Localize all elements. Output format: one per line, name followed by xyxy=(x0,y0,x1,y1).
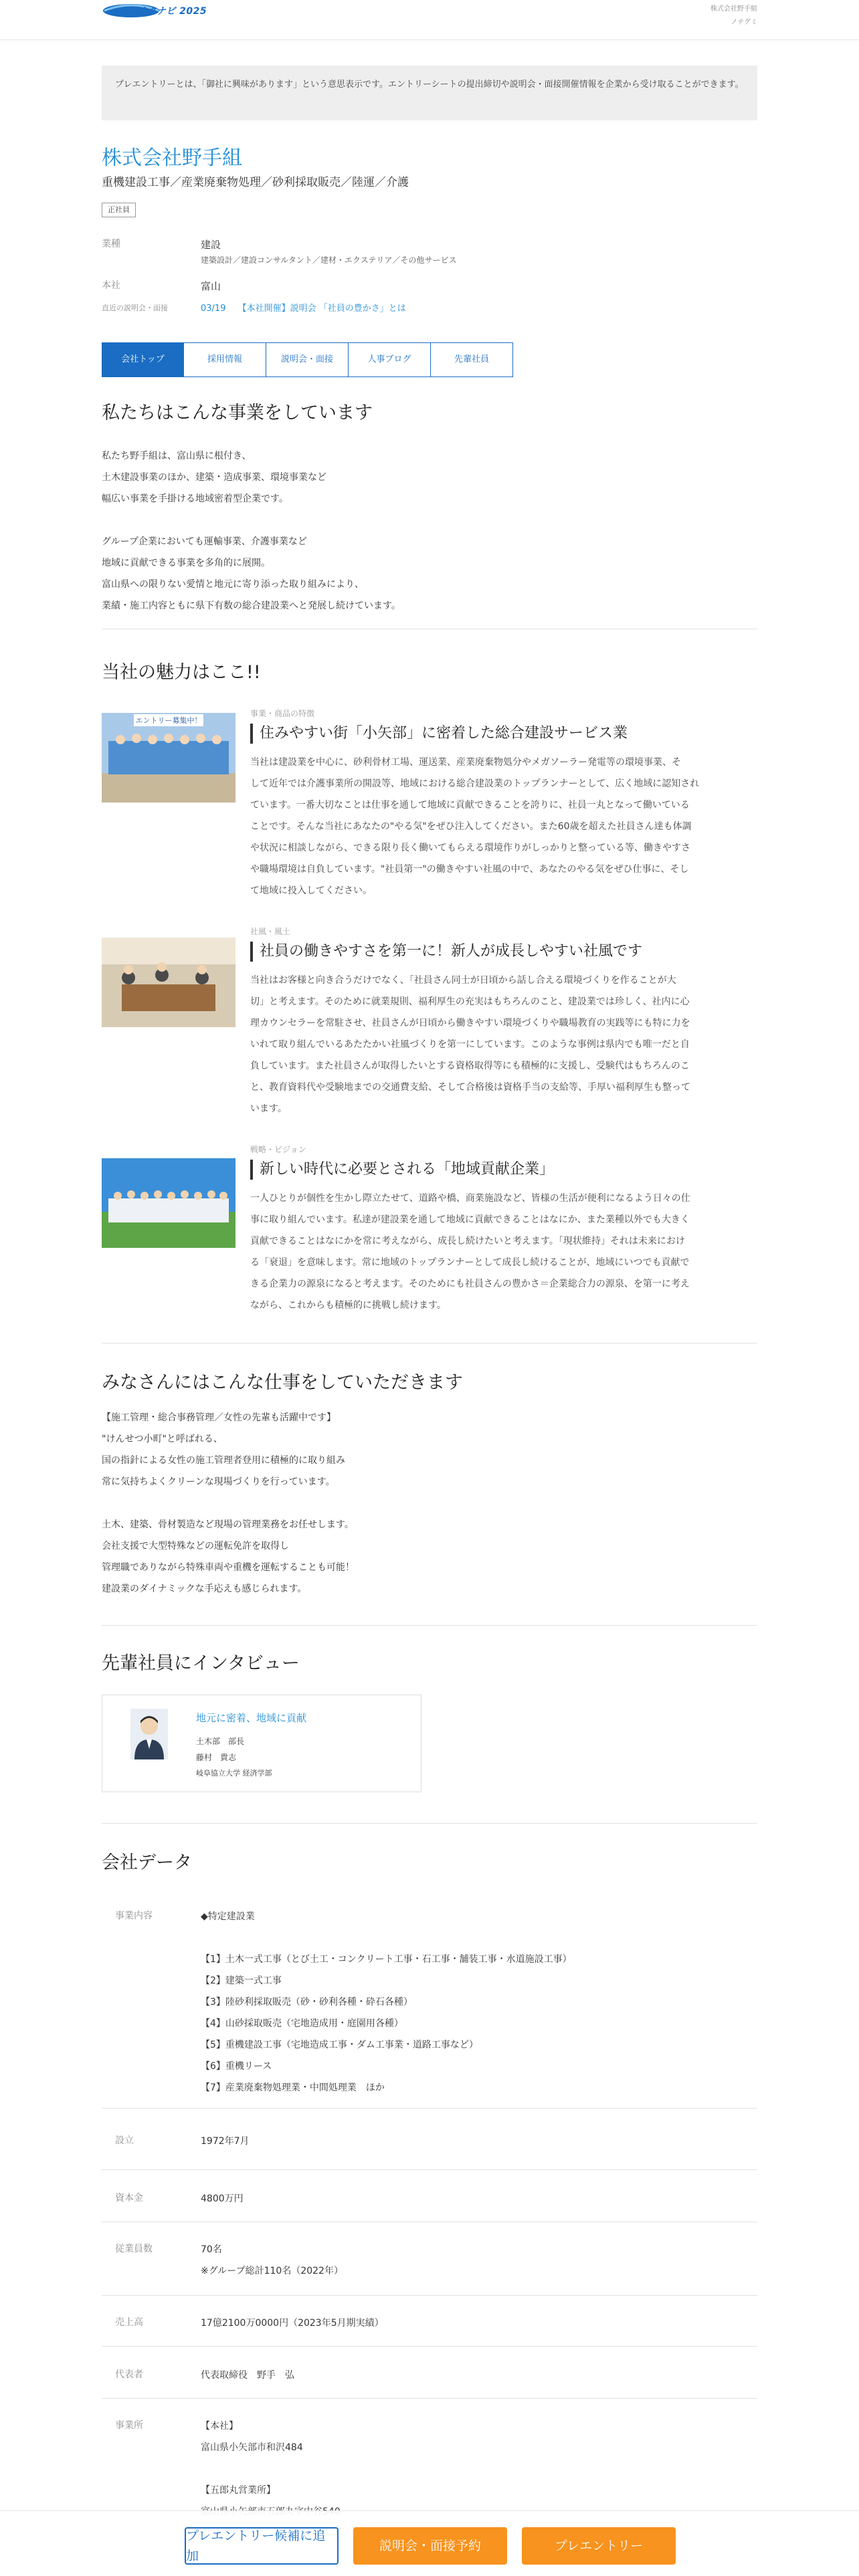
feature-line: います。 xyxy=(250,1103,287,1114)
feature-line: して近年では介護事業所の開設等、地域における総合建設業のトップランナーとして、広く地域に認知され xyxy=(250,778,700,789)
industry-value: 建設 xyxy=(201,239,221,251)
feature-line: 当社はお客様と向き合うだけでなく、「社員さん同士が日頃から話し合える環境づくりを作ることが大 xyxy=(250,975,676,986)
feature-body xyxy=(250,752,757,901)
row-divider xyxy=(102,2295,757,2296)
work-title: みなさんにはこんな仕事をしていただきます xyxy=(102,1372,463,1393)
event-label: 直近の説明会・面接 xyxy=(102,304,168,312)
photo-caption: エントリー募集中！ xyxy=(135,716,202,725)
row-divider xyxy=(102,2169,757,2170)
feature-line: る「衰退」を意味します。常に地域のトップランナーとして成長し続けることが、地域にいつでも貢献で xyxy=(250,1257,690,1268)
feature-line: 当社は建設業を中心に、砂利骨材工場、運送業、産業廃棄物処分やメガソーラー発電等の環境事業、そ xyxy=(250,757,681,768)
data-row-offices xyxy=(102,2418,757,2525)
data-line: 【6】重機リース xyxy=(201,2061,272,2072)
event-link[interactable] xyxy=(201,302,406,316)
work-line xyxy=(102,1493,757,1514)
feature-line: ことです。そんな当社にあなたの"やる気"をぜひ注入してください。また60歳を超えた社員さん達も体調 xyxy=(250,821,692,832)
business-line xyxy=(102,510,757,531)
seminar-booking-button[interactable]: 説明会・面接予約 xyxy=(353,2527,507,2565)
company-industries: 重機建設工事／産業廃棄物処理／砂利採取販売／陸運／介護 xyxy=(102,176,409,189)
data-row-capital xyxy=(102,2191,757,2218)
interview-name: 藤村 貴志 xyxy=(196,1753,237,1762)
employment-type-badge: 正社員 xyxy=(102,203,136,217)
team-outdoor-photo xyxy=(102,1158,235,1248)
tab-company-top[interactable]: 会社トップ xyxy=(102,342,184,377)
data-value xyxy=(201,1906,572,2099)
row-divider xyxy=(102,2108,757,2109)
data-line xyxy=(201,1927,572,1949)
hq-row xyxy=(102,278,757,298)
office-meeting-photo xyxy=(102,938,235,1027)
work-line: 管理職でありながら特殊車両や重機を運転することも可能！ xyxy=(102,1562,355,1573)
business-line: 幅広い事業を手掛ける地域密着型企業です。 xyxy=(102,494,288,504)
section-divider xyxy=(102,1823,757,1824)
data-label: 代表者 xyxy=(115,2369,143,2380)
data-row-employees xyxy=(102,2242,757,2288)
business-line: 地域に貢献できる事業を多角的に展開。 xyxy=(102,558,270,568)
pre-entry-notice: プレエントリーとは、「御社に興味があります」という意思表示です。エントリーシートの提出締切や説明会・面接開催情報を企業から受け取ることができます。 xyxy=(102,66,757,120)
company-data-title: 会社データ xyxy=(102,1852,192,1873)
interview-card[interactable] xyxy=(102,1695,421,1792)
event-row xyxy=(102,302,757,322)
badge-wrapper xyxy=(102,202,757,217)
row-divider xyxy=(102,2346,757,2347)
header-company-name: 株式会社野手組 xyxy=(710,5,757,13)
staff-group-photo xyxy=(102,713,235,802)
feature-line: 事に取り組んでいます。私達が建設業を通して地域に貢献できることはなにか、また業種以外でも大きく xyxy=(250,1214,690,1225)
feature-line: 負しています。また社員さんが取得したいとする資格取得等にも積極的に支援し、受験代はもちろんのこ xyxy=(250,1061,690,1071)
feature-line: 理カウンセラーを常駐させ、社員さんが日頃から働きやすい環境づくりや職場教育の実践等にも特に力を xyxy=(250,1018,690,1029)
hq-label: 本社 xyxy=(102,280,120,291)
data-line: 17億2100万0000円（2023年5月期実績） xyxy=(201,2318,384,2329)
feature-line: ながら、これからも積極的に挑戦し続けます。 xyxy=(250,1300,446,1311)
feature-line: て地域に投入してください。 xyxy=(250,885,372,896)
feature-title: 社員の働きやすさを第一に！新人が成長しやすい社風です xyxy=(250,942,642,962)
data-line: 4800万円 xyxy=(201,2193,244,2204)
data-line: 【2】建築一式工事 xyxy=(201,1975,282,1986)
business-line: 富山県への限りない愛情と地元に寄り添った取り組みにより、 xyxy=(102,579,364,590)
interview-card-title[interactable]: 地元に密着、地域に貢献 xyxy=(196,1712,307,1724)
business-line: 私たち野手組は、富山県に根付き、 xyxy=(102,451,252,461)
feature-line: 一人ひとりが個性を生かし際立たせて、道路や橋、商業施設など、皆様の生活が便利になるよう日々の仕 xyxy=(250,1193,690,1204)
row-divider xyxy=(102,2398,757,2399)
data-line: ※グループ総計110名（2022年） xyxy=(201,2266,343,2276)
tab-seminar[interactable]: 説明会・面接 xyxy=(266,342,349,377)
company-tabs xyxy=(102,342,757,377)
feature-item xyxy=(102,926,757,1126)
work-line: 【施工管理・総合事務管理／女性の先輩も活躍中です】 xyxy=(102,1412,336,1423)
action-bar xyxy=(0,2510,859,2576)
feature-category: 戦略・ビジョン xyxy=(250,1145,306,1154)
add-candidate-button[interactable]: プレエントリー候補に追加 xyxy=(185,2527,339,2565)
feature-line: きる企業力の源泉になると考えます。そのためにも社員さんの豊かさ＝企業総合力の源泉、を第一に考え xyxy=(250,1279,690,1289)
charm-title: 当社の魅力はここ!! xyxy=(102,662,261,683)
header-company-info xyxy=(710,3,757,29)
work-line: 国の指針による女性の施工管理者登用に積極的に取り組み xyxy=(102,1455,345,1466)
feature-body xyxy=(250,970,757,1119)
hq-value: 富山 xyxy=(201,280,221,292)
data-row-sales xyxy=(102,2315,757,2342)
data-label: 従業員数 xyxy=(115,2244,153,2254)
section-divider xyxy=(102,1343,757,1344)
data-line: 【本社】 xyxy=(201,2421,238,2432)
data-line: 代表取締役 野手 弘 xyxy=(201,2370,294,2381)
data-label: 売上高 xyxy=(115,2317,143,2328)
data-label: 資本金 xyxy=(115,2193,143,2204)
feature-title: 新しい時代に必要とされる「地域貢献企業」 xyxy=(250,1160,554,1180)
data-line: 【3】陸砂利採取販売（砂・砂利各種・砕石各種） xyxy=(201,1997,413,2008)
data-row-business xyxy=(102,1906,757,2107)
feature-line: や状況に相談しながら、できる限り長く働いてもらえる環境作りがしっかりと整っている等、働きやすさ xyxy=(250,843,690,853)
event-date: 03/19 xyxy=(201,304,226,314)
business-line: 業績・施工内容ともに県下有数の総合建設業へと発展し続けています。 xyxy=(102,601,401,611)
feature-line: や職場環境は自負しています。"社員第一"の働きやすい社風の中で、あなたのやる気をぜひ仕事に、そし xyxy=(250,864,689,875)
feature-title: 住みやすい街「小矢部」に密着した総合建設サービス業 xyxy=(250,724,628,744)
site-header xyxy=(0,0,859,40)
industry-sub: 建築設計／建設コンサルタント／建材・エクステリア／その他サービス xyxy=(201,255,457,265)
tab-senior-staff[interactable]: 先輩社員 xyxy=(431,342,513,377)
data-label: 事業所 xyxy=(115,2420,143,2431)
data-line: 70名 xyxy=(201,2244,222,2255)
work-line: 土木、建築、骨材製造など現場の管理業務をお任せします。 xyxy=(102,1519,354,1530)
data-value xyxy=(201,2239,343,2282)
feature-category: 事業・商品の特徴 xyxy=(250,709,315,718)
data-line: 【5】重機建設工事（宅地造成工事・ダム工事業・道路工事など） xyxy=(201,2040,478,2050)
business-line: 土木建設事業のほか、建築・造成事業、環境事業など xyxy=(102,472,326,483)
feature-line: 切」と考えます。そのために就業規則、福利厚生の充実はもちろんのこと、建設業では珍しく、社内に心 xyxy=(250,996,690,1007)
data-row-founded xyxy=(102,2133,757,2160)
work-line: 常に気持ちよくクリーンな現場づくりを行っています。 xyxy=(102,1477,335,1487)
industry-row xyxy=(102,237,757,277)
header-company-kana: ノテグミ xyxy=(731,19,757,26)
feature-line: いれて取り組んでいるあたたかい社風づくりを第一にしています。このような事例は県内でも唯一だと自 xyxy=(250,1039,690,1050)
event-title: 【本社開催】説明会 「社員の豊かさ」とは xyxy=(237,304,406,314)
feature-body xyxy=(250,1188,757,1316)
logo-text: リクナビ 2025 xyxy=(137,6,207,17)
industry-label: 業種 xyxy=(102,239,120,249)
data-line: 1972年7月 xyxy=(201,2136,250,2147)
feature-category: 社風・風土 xyxy=(250,927,291,936)
tab-hr-blog[interactable]: 人事ブログ xyxy=(349,342,431,377)
data-label: 事業内容 xyxy=(115,1911,153,1921)
feature-line: 貢献できることはなにかを常に考えながら、成長し続けたいと考えます。「現状維持」それは未来におけ xyxy=(250,1236,685,1247)
tab-recruitment[interactable]: 採用情報 xyxy=(184,342,266,377)
section-divider xyxy=(102,1625,757,1626)
employee-portrait xyxy=(130,1709,168,1759)
feature-item xyxy=(102,1144,757,1317)
data-label: 設立 xyxy=(115,2135,134,2146)
feature-line: ています。一番大切なことは仕事を通して地域に貢献できることを誇りに、社員一丸となって働いている xyxy=(250,800,690,811)
feature-item xyxy=(102,708,757,908)
business-body xyxy=(102,445,757,617)
pre-entry-button[interactable]: プレエントリー xyxy=(522,2527,676,2565)
work-line: 建設業のダイナミックな手応えも感じられます。 xyxy=(102,1584,307,1594)
data-line xyxy=(201,2458,341,2480)
interview-title: 先輩社員にインタビュー xyxy=(102,1653,300,1674)
company-name: 株式会社野手組 xyxy=(102,146,242,170)
interview-dept: 土木部 部長 xyxy=(196,1737,245,1746)
work-body xyxy=(102,1407,757,1600)
data-row-representative xyxy=(102,2367,757,2394)
data-line: 【7】産業廃棄物処理業・中間処理業 ほか xyxy=(201,2082,385,2093)
business-title: 私たちはこんな事業をしています xyxy=(102,403,373,423)
data-line: 【4】山砂採取販売（宅地造成用・庭園用各種） xyxy=(201,2018,403,2029)
data-line: 【五郎丸営業所】 xyxy=(201,2485,276,2496)
data-value xyxy=(201,2416,341,2523)
data-line: ◆特定建設業 xyxy=(201,1911,255,1922)
work-line: "けんせつ小町"と呼ばれる、 xyxy=(102,1434,223,1444)
feature-line: と、教育資料代や受験地までの交通費支給、そして合格後は資格手当の支給等、手厚い福利厚生も整って xyxy=(250,1082,690,1093)
business-line: グループ企業においても運輸事業、介護事業など xyxy=(102,536,307,547)
interview-school: 岐阜協立大学 経済学部 xyxy=(196,1769,272,1778)
work-line: 会社支援で大型特殊などの運転免許を取得し xyxy=(102,1541,289,1551)
data-line: 富山県小矢部市和沢484 xyxy=(201,2442,303,2453)
data-line: 【1】土木一式工事（とび土工・コンクリート工事・石工事・舗装工事・水道施設工事） xyxy=(201,1954,572,1965)
